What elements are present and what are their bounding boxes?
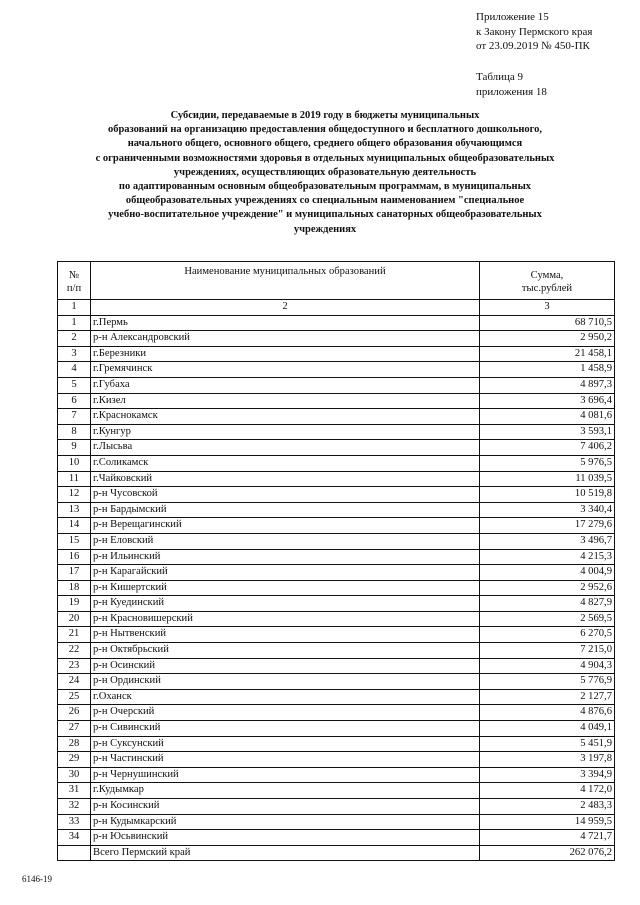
row-number: 26 (58, 705, 91, 721)
title-line: с ограниченными возможностями здоровья в отдельных муниципальных общеобразовательных (95, 152, 555, 164)
title-line: учреждениях (293, 223, 357, 235)
municipality-name: р-н Сивинский (91, 721, 480, 737)
municipality-name: г.Оханск (91, 689, 480, 705)
municipality-name: р-н Карагайский (91, 565, 480, 581)
row-number: 9 (58, 440, 91, 456)
table-row (58, 346, 615, 362)
subsidy-amount: 3 394,9 (480, 767, 615, 783)
subsidy-amount: 2 952,6 (480, 580, 615, 596)
table-row (58, 409, 615, 425)
subsidy-amount: 3 197,8 (480, 752, 615, 768)
subsidy-amount: 5 451,9 (480, 736, 615, 752)
header-number-line: № (68, 269, 80, 281)
appendix-reference (476, 10, 592, 54)
column-number-row (58, 300, 615, 316)
row-number: 23 (58, 658, 91, 674)
row-number: 10 (58, 455, 91, 471)
title-line: учебно-воспитательное учреждение" и муниципальных санаторных общеобразовательных (108, 209, 542, 221)
subsidy-amount: 17 279,6 (480, 518, 615, 534)
table-row (58, 814, 615, 830)
municipality-name: р-н Косинский (91, 799, 480, 815)
appendix-line: к Закону Пермского края (476, 25, 593, 38)
municipality-name: р-н Ильинский (91, 549, 480, 565)
table-row (58, 611, 615, 627)
municipality-name: г.Лысьва (91, 440, 480, 456)
municipality-name: р-н Нытвенский (91, 627, 480, 643)
header-sum (480, 262, 615, 300)
title-line: учреждениях, осуществляющих образовательную деятельность (173, 166, 477, 178)
municipality-name: г.Кудымкар (91, 783, 480, 799)
table-row (58, 315, 615, 331)
table-row (58, 674, 615, 690)
total-label: Всего Пермский край (91, 845, 480, 861)
document-title (40, 109, 610, 237)
row-number: 5 (58, 377, 91, 393)
row-number: 14 (58, 518, 91, 534)
row-number: 18 (58, 580, 91, 596)
municipality-name: г.Пермь (91, 315, 480, 331)
table-row (58, 502, 615, 518)
municipality-name: г.Кизел (91, 393, 480, 409)
row-number: 2 (58, 331, 91, 347)
municipality-name: г.Чайковский (91, 471, 480, 487)
subsidy-amount: 4 721,7 (480, 830, 615, 846)
table-row (58, 658, 615, 674)
column-number: 1 (58, 300, 91, 316)
municipality-name: р-н Октябрьский (91, 643, 480, 659)
subsidy-amount: 5 976,5 (480, 455, 615, 471)
subsidy-amount: 2 127,7 (480, 689, 615, 705)
header-number (58, 262, 91, 300)
subsidy-amount: 4 827,9 (480, 596, 615, 612)
table-row (58, 705, 615, 721)
municipality-name: р-н Еловский (91, 533, 480, 549)
row-number: 34 (58, 830, 91, 846)
row-number: 19 (58, 596, 91, 612)
subsidy-amount: 14 959,5 (480, 814, 615, 830)
subsidy-amount: 4 904,3 (480, 658, 615, 674)
subsidy-amount: 4 049,1 (480, 721, 615, 737)
table-row (58, 440, 615, 456)
municipality-name: р-н Чусовской (91, 487, 480, 503)
header-name (91, 262, 480, 300)
column-number: 2 (91, 300, 480, 316)
municipality-name: р-н Частинский (91, 752, 480, 768)
table-row (58, 362, 615, 378)
header-number-line: п/п (66, 282, 82, 294)
row-number: 15 (58, 533, 91, 549)
municipality-name: р-н Красновишерский (91, 611, 480, 627)
table-reference (476, 70, 547, 99)
municipality-name: р-н Александровский (91, 331, 480, 347)
subsidy-amount: 7 215,0 (480, 643, 615, 659)
row-number: 12 (58, 487, 91, 503)
row-number: 13 (58, 502, 91, 518)
row-number: 11 (58, 471, 91, 487)
row-number: 21 (58, 627, 91, 643)
municipality-name: р-н Суксунский (91, 736, 480, 752)
table-ref-line: приложения 18 (476, 85, 547, 98)
header-name-text: Наименование муниципальных образований (184, 266, 386, 277)
table-row (58, 767, 615, 783)
header-sum-line: Сумма, (530, 269, 564, 281)
table-row (58, 424, 615, 440)
table-row (58, 471, 615, 487)
subsidy-amount: 7 406,2 (480, 440, 615, 456)
subsidy-amount: 3 593,1 (480, 424, 615, 440)
table-row (58, 736, 615, 752)
table-header-row (58, 262, 615, 300)
municipality-name: г.Кунгур (91, 424, 480, 440)
subsidy-amount: 11 039,5 (480, 471, 615, 487)
total-row (58, 845, 615, 861)
table-row (58, 487, 615, 503)
table-row (58, 596, 615, 612)
subsidies-table (57, 261, 615, 861)
table-row (58, 689, 615, 705)
subsidy-amount: 6 270,5 (480, 627, 615, 643)
subsidy-amount: 2 569,5 (480, 611, 615, 627)
subsidy-amount: 1 458,9 (480, 362, 615, 378)
subsidy-amount: 4 215,3 (480, 549, 615, 565)
municipality-name: г.Губаха (91, 377, 480, 393)
table-row (58, 721, 615, 737)
municipality-name: р-н Бардымский (91, 502, 480, 518)
column-number: 3 (480, 300, 615, 316)
total-number-cell (58, 845, 91, 861)
subsidy-amount: 3 496,7 (480, 533, 615, 549)
municipality-name: р-н Кишертский (91, 580, 480, 596)
row-number: 24 (58, 674, 91, 690)
municipality-name: р-н Чернушинский (91, 767, 480, 783)
municipality-name: р-н Кудымкарский (91, 814, 480, 830)
subsidy-amount: 2 950,2 (480, 331, 615, 347)
table-row (58, 518, 615, 534)
municipality-name: г.Соликамск (91, 455, 480, 471)
row-number: 20 (58, 611, 91, 627)
title-line: по адаптированным основным общеобразовательным программам, в муниципальных (118, 181, 532, 193)
table-row (58, 580, 615, 596)
subsidy-amount: 68 710,5 (480, 315, 615, 331)
municipality-name: р-н Верещагинский (91, 518, 480, 534)
subsidy-amount: 3 340,4 (480, 502, 615, 518)
table-row (58, 799, 615, 815)
subsidy-amount: 4 081,6 (480, 409, 615, 425)
municipality-name: р-н Ординский (91, 674, 480, 690)
row-number: 30 (58, 767, 91, 783)
table-row (58, 533, 615, 549)
municipality-name: р-н Юсьвинский (91, 830, 480, 846)
table-row (58, 549, 615, 565)
row-number: 31 (58, 783, 91, 799)
row-number: 32 (58, 799, 91, 815)
table-row (58, 393, 615, 409)
table-row (58, 643, 615, 659)
table-row (58, 830, 615, 846)
subsidy-amount: 4 172,0 (480, 783, 615, 799)
row-number: 6 (58, 393, 91, 409)
row-number: 4 (58, 362, 91, 378)
row-number: 29 (58, 752, 91, 768)
table-row (58, 627, 615, 643)
municipality-name: р-н Куединский (91, 596, 480, 612)
table-ref-line: Таблица 9 (476, 71, 524, 83)
row-number: 17 (58, 565, 91, 581)
subsidy-amount: 4 897,3 (480, 377, 615, 393)
subsidy-amount: 3 696,4 (480, 393, 615, 409)
subsidy-amount: 10 519,8 (480, 487, 615, 503)
subsidy-amount: 2 483,3 (480, 799, 615, 815)
municipality-name: г.Краснокамск (91, 409, 480, 425)
table-row (58, 377, 615, 393)
row-number: 28 (58, 736, 91, 752)
row-number: 33 (58, 814, 91, 830)
document-code: 6146-19 (22, 874, 52, 884)
header-sum-line: тыс.рублей (521, 282, 573, 294)
table-row (58, 331, 615, 347)
subsidy-amount: 21 458,1 (480, 346, 615, 362)
appendix-line: от 23.09.2019 № 450-ПК (476, 40, 590, 52)
table-row (58, 783, 615, 799)
row-number: 16 (58, 549, 91, 565)
row-number: 3 (58, 346, 91, 362)
title-line: Субсидии, передаваемые в 2019 году в бюджеты муниципальных (170, 110, 480, 121)
row-number: 25 (58, 689, 91, 705)
row-number: 22 (58, 643, 91, 659)
title-line: начального общего, основного общего, среднего общего образования обучающимся (127, 138, 523, 150)
table-row (58, 455, 615, 471)
table-row (58, 752, 615, 768)
row-number: 8 (58, 424, 91, 440)
subsidy-amount: 5 776,9 (480, 674, 615, 690)
appendix-line: Приложение 15 (476, 11, 549, 23)
total-amount: 262 076,2 (480, 845, 615, 861)
row-number: 27 (58, 721, 91, 737)
subsidy-amount: 4 876,6 (480, 705, 615, 721)
municipality-name: г.Гремячинск (91, 362, 480, 378)
table-row (58, 565, 615, 581)
subsidy-amount: 4 004,9 (480, 565, 615, 581)
title-line: образований на организацию предоставления общедоступного и бесплатного дошкольного, (107, 124, 543, 136)
municipality-name: г.Березники (91, 346, 480, 362)
municipality-name: р-н Осинский (91, 658, 480, 674)
row-number: 7 (58, 409, 91, 425)
row-number: 1 (58, 315, 91, 331)
municipality-name: р-н Очерский (91, 705, 480, 721)
title-line: общеобразовательных учреждениях со специальным наименованием "специальное (125, 195, 525, 207)
